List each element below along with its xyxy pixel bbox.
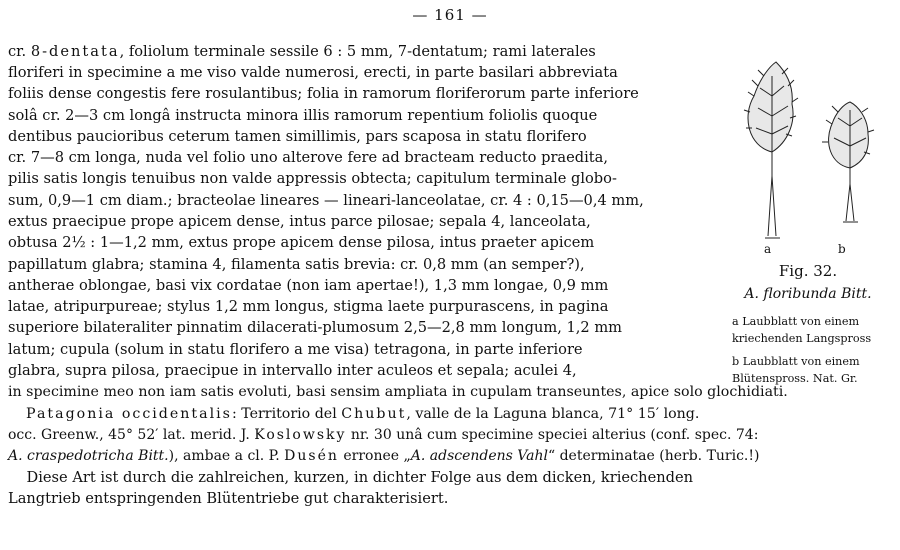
page-number: — 161 —: [412, 6, 488, 24]
text-line: cr. 8-dentata, foliolum terminale sessile 6 : 5 mm, 7-dentatum; rami laterales: [8, 43, 596, 60]
text-line: obtusa 2½ : 1—1,2 mm, extus prope apicem dense pilosa, intus praeter apicem: [8, 234, 595, 251]
figure-caption-line: b Laubblatt von einem: [732, 355, 860, 368]
text-line: Langtrieb entspringenden Blütentriebe gut charakterisiert.: [8, 490, 449, 507]
text-line: foliis dense congestis fere rosulantibus; folia in ramorum floriferorum parte inferiore: [8, 85, 639, 102]
specimen-a-drawing: [744, 62, 798, 238]
text-line: latae, atripurpureae; stylus 1,2 mm longus, stigma laete purpurascens, in pagina: [8, 298, 609, 315]
text-line: occ. Greenw., 45° 52′ lat. merid. J. Koslowsky nr. 30 unâ cum specimine speciei alterius (conf. spec. 74:: [8, 427, 759, 443]
specimen-b-drawing: [822, 102, 874, 222]
figure-caption-line: kriechenden Langspross: [732, 332, 872, 345]
text-line: Patagonia occidentalis: Territorio del Chubut, valle de la Laguna blanca, 71° 15′ long.: [26, 406, 700, 422]
figure-caption-line: Blütenspross. Nat. Gr.: [732, 372, 858, 385]
text-line: superiore bilateraliter pinnatim dilacerati-plumosum 2,5—2,8 mm longum, 1,2 mm: [8, 319, 622, 336]
text-line: sum, 0,9—1 cm diam.; bracteolae lineares — lineari-lanceolatae, cr. 4 : 0,15—0,4 mm,: [8, 192, 644, 209]
text-line: Diese Art ist durch die zahlreichen, kurzen, in dichter Folge aus dem dicken, kriechenden: [8, 469, 693, 486]
text-line: in specimine meo non iam satis evoluti, basi sensim ampliata in cupulam transeuntes, apice solo glochidiati.: [8, 384, 788, 400]
text-line: antherae oblongae, basi vix cordatae (non iam apertae!), 1,3 mm longae, 0,9 mm: [8, 277, 609, 294]
figure-32: [728, 56, 893, 396]
figure-title: Fig. 32.: [778, 262, 838, 280]
text-line: solâ cr. 2—3 cm longâ instructa minora illis ramorum repentium foliolis quoque: [8, 107, 598, 124]
text-line: floriferi in specimine a me viso valde numerosi, erecti, in parte basilari abbreviata: [8, 64, 618, 81]
text-line: extus praecipue prope apicem dense, intus parce pilosae; sepala 4, lanceolata,: [8, 213, 591, 230]
text-line: dentibus paucioribus ceterum tamen simillimis, pars scaposa in statu florifero: [8, 128, 587, 145]
figure-caption-line: a Laubblatt von einem: [732, 315, 860, 328]
figure-species: A. floribunda Bitt.: [744, 286, 872, 302]
text-line: papillatum glabra; stamina 4, filamenta satis brevia: cr. 0,8 mm (an semper?),: [8, 256, 585, 273]
plant-illustration: [728, 56, 893, 246]
text-line: glabra, supra pilosa, praecipue in intervallo inter aculeos et sepala; aculei 4,: [8, 362, 577, 379]
figure-label-b: b: [838, 242, 846, 256]
text-line: latum; cupula (solum in statu florifero a me visa) tetragona, in parte inferiore: [8, 341, 583, 358]
text-line: pilis satis longis tenuibus non valde appressis obtecta; capitulum terminale globo-: [8, 170, 617, 187]
figure-label-a: a: [764, 242, 772, 256]
text-line: cr. 7—8 cm longa, nuda vel folio uno alterove fere ad bracteam reducto praedita,: [8, 149, 608, 166]
text-line: A. craspedotricha Bitt.), ambae a cl. P. Dusén erronee „A. adscendens Vahl“ determinatae (herb. Turic.!): [8, 448, 760, 464]
